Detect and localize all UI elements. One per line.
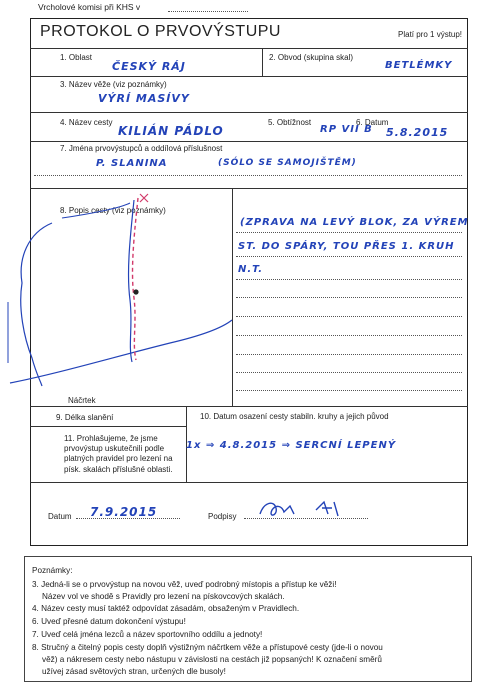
- field-route-value: KILIÁN PÁDLO: [118, 124, 224, 138]
- field-bolts-value: 1x ⇒ 4.8.2015 ⇒ SERCNÍ LEPENÝ: [186, 440, 397, 451]
- field-date-label: 6. Datum: [356, 118, 389, 127]
- field-district-label: 2. Obvod (skupina skal): [269, 53, 354, 62]
- field-climbers-note: (SÓLO SE SAMOJIŠTĚM): [218, 158, 357, 168]
- signature-date-value: 7.9.2015: [90, 505, 158, 519]
- field-date-value: 5.8.2015: [386, 126, 449, 139]
- declaration-text: 11. Prohlašujeme, že jsme prvovýstup uskutečnili podle platných pravidel pro lezení na písk. skalách příslušné oblasti.: [64, 434, 173, 474]
- field-description-label: 8. Popis cesty (viz poznámky): [60, 206, 166, 215]
- field-grade-label: 5. Obtížnost: [268, 118, 312, 127]
- field-grade-value: RP VII B: [320, 124, 373, 135]
- field-route-label: 4. Název cesty: [60, 118, 113, 127]
- field-climbers-value: P. SLANINA: [96, 158, 168, 169]
- field-district-value: BETLÉMKY: [385, 60, 453, 71]
- signature-label: Podpisy: [208, 512, 237, 521]
- note-item: 7. Uveď celá jména lezců a název sportovního oddílu a jednoty!: [32, 630, 263, 639]
- signature-date-label: Datum: [48, 512, 72, 521]
- field-tower-value: VÝRÍ MASÍVY: [98, 92, 190, 105]
- field-rappel-label: 9. Délka slanění: [56, 413, 114, 422]
- field-tower-label: 3. Název věže (viz poznámky): [60, 80, 167, 89]
- route-sketch: [0, 188, 234, 406]
- note-item: užívej zásad světových stran, určených dle busoly!: [42, 667, 226, 676]
- description-line-2: ST. DO SPÁRY, TOU PŘES 1. KRUH: [238, 241, 455, 252]
- note-item: Název vol ve shodě s Pravidly pro lezení na pískovcových skalách.: [42, 592, 285, 601]
- header-top-line: Vrcholové komisi při KHS v: [38, 2, 141, 12]
- field-climbers-label: 7. Jména prvovýstupců a oddílová příslušnost: [60, 144, 223, 153]
- description-line-1: (ZPRAVA NA LEVÝ BLOK, ZA VÝREM: [240, 217, 469, 228]
- page-title: PROTOKOL O PRVOVÝSTUPU: [40, 23, 281, 40]
- note-item: 6. Uveď přesné datum dokončení výstupu!: [32, 617, 186, 626]
- field-area-label: 1. Oblast: [60, 53, 93, 62]
- notes-title: Poznámky:: [32, 566, 73, 575]
- note-item: věž) a nákresem cesty nebo nástupu v závislosti na cestách již popsaných! K označení směrů: [42, 655, 382, 664]
- note-item: 8. Stručný a čitelný popis cesty doplň výstižným náčrtkem věže a přístupové cesty (jde-li o novou: [32, 643, 383, 652]
- field-bolts-label: 10. Datum osazení cesty stabiln. kruhy a jejich původ: [200, 412, 389, 421]
- note-item: 4. Název cesty musí taktéž odpovídat zásadám, obsaženým v Pravidlech.: [32, 604, 300, 613]
- sketch-label: Náčrtek: [68, 396, 96, 405]
- handwritten-signature: [254, 494, 354, 524]
- validity-note: Platí pro 1 výstup!: [398, 30, 463, 39]
- description-line-3: N.T.: [238, 264, 264, 275]
- note-item: 3. Jedná-li se o prvovýstup na novou věž, uveď podrobný místopis a přístup ke věži!: [32, 580, 337, 589]
- field-area-value: ČESKÝ RÁJ: [112, 60, 186, 73]
